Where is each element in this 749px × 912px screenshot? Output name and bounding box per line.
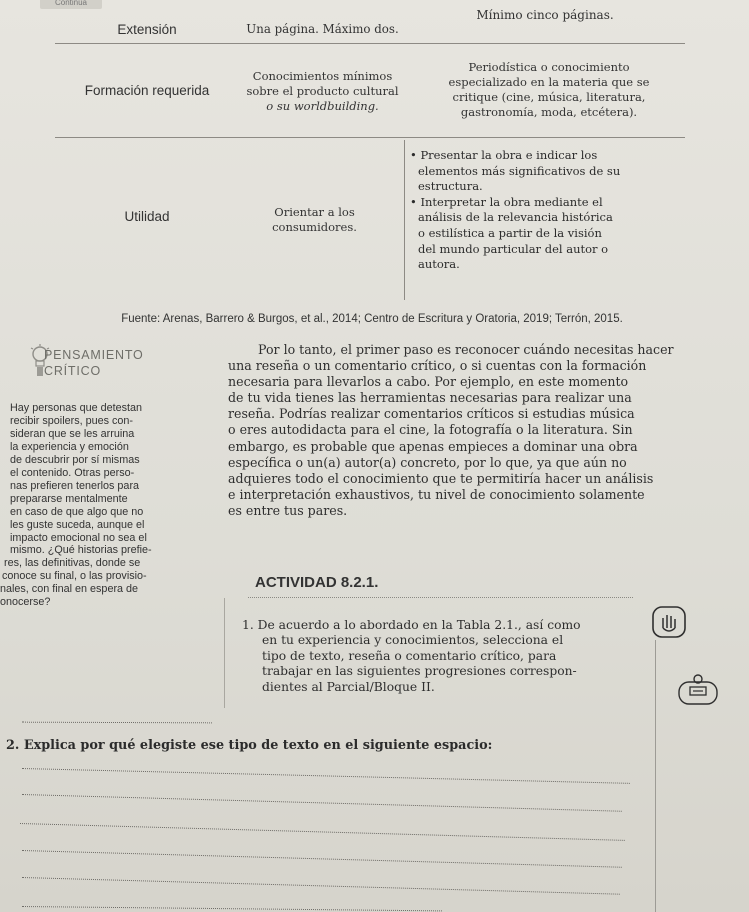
answer-line[interactable] xyxy=(22,906,442,911)
activity-title: ACTIVIDAD 8.2.1. xyxy=(255,574,379,591)
row1-middle: Una página. Máximo dos. xyxy=(246,21,399,36)
activity-margin-line xyxy=(224,598,225,708)
table-divider xyxy=(55,137,685,138)
answer-line[interactable] xyxy=(22,877,620,895)
row-label-formation: Formación requerida xyxy=(84,82,210,98)
row-label-extension: Extensión xyxy=(117,21,177,37)
group-chat-icon xyxy=(678,672,718,710)
table-source: Fuente: Arenas, Barrero & Burgos, et al., 2014; Centro de Escritura y Oratoria, 2019; Terrón, 2015. xyxy=(121,313,623,325)
answer-line[interactable] xyxy=(20,823,625,841)
row-label-utility: Utilidad xyxy=(124,208,170,224)
answer-line[interactable] xyxy=(22,722,212,724)
hand-raised-icon xyxy=(652,606,686,642)
activity-divider xyxy=(248,597,633,598)
row3-middle: Orientar a los consumidores. xyxy=(272,205,357,234)
row2-middle: Conocimientos mínimos sobre el producto cultural o su worldbuilding. xyxy=(246,68,399,113)
sidebar-title: PENSAMIENTO CRÍTICO xyxy=(44,348,144,378)
row3-right-bullets: • Presentar la obra e indicar los elementos más significativos de su estructura. • Interpretar la obra mediante el análisis de la relevancia histórica o estilística a partir de la visión del mundo particular del autor o autora. xyxy=(410,148,621,272)
table-column-divider xyxy=(404,140,405,300)
activity-item-2: 2. Explica por qué elegiste ese tipo de texto en el siguiente espacio: xyxy=(6,738,493,753)
row2-right: Periodística o conocimiento especializado en la materia que se critique (cine, música, literatura, gastronomía, moda, etcétera). xyxy=(448,60,650,119)
sidebar-text: Hay personas que detestan recibir spoilers, pues con- sideran que se les arruina la experiencia y emoción de descubrir por sí mismas el contenido. Otras perso- nas prefieren tenerlos para prepararse mentalmente en caso de que algo que no les guste suceda, aunque el impacto emocional no sea el mismo. ¿Qué historias prefie- res, las definitivas, donde se conoce su final, o las provisio- nales, con final en espera de onocerse? xyxy=(0,402,152,609)
page-top-fragment: Continúa xyxy=(40,0,102,9)
answer-line[interactable] xyxy=(22,794,622,812)
activity-item-1: 1. De acuerdo a lo abordado en la Tabla 2.1., así como en tu experiencia y conocimientos, selecciona el tipo de texto, reseña o comentario crítico, para trabajar en las siguientes progresiones correspon- dientes al Parcial/Bloque II. xyxy=(242,618,581,694)
page-margin-line xyxy=(655,640,656,912)
answer-line[interactable] xyxy=(22,768,630,784)
main-paragraph: Por lo tanto, el primer paso es reconocer cuándo necesitas hacer una reseña o un comentario crítico, o si cuentas con la formación necesaria para llevarlos a cabo. Por ejemplo, en este momento de tu vida tienes las herramientas necesarias para realizar una reseña. Podrías realizar comentarios críticos si estudias música o eres autodidacta para el cine, la fotografía o la literatura. Sin embargo, es probable que apenas empieces a dominar una obra específica o un(a) autor(a) concreto, por lo que, ya que aún no adquieres todo el conocimiento que te permitiría hacer un análisis e interpretación exhaustivos, tu nivel de conocimiento solamente es entre tus pares. xyxy=(228,342,674,518)
answer-line[interactable] xyxy=(22,850,622,868)
row1-right: Mínimo cinco páginas. xyxy=(476,7,614,22)
table-divider xyxy=(55,43,685,44)
